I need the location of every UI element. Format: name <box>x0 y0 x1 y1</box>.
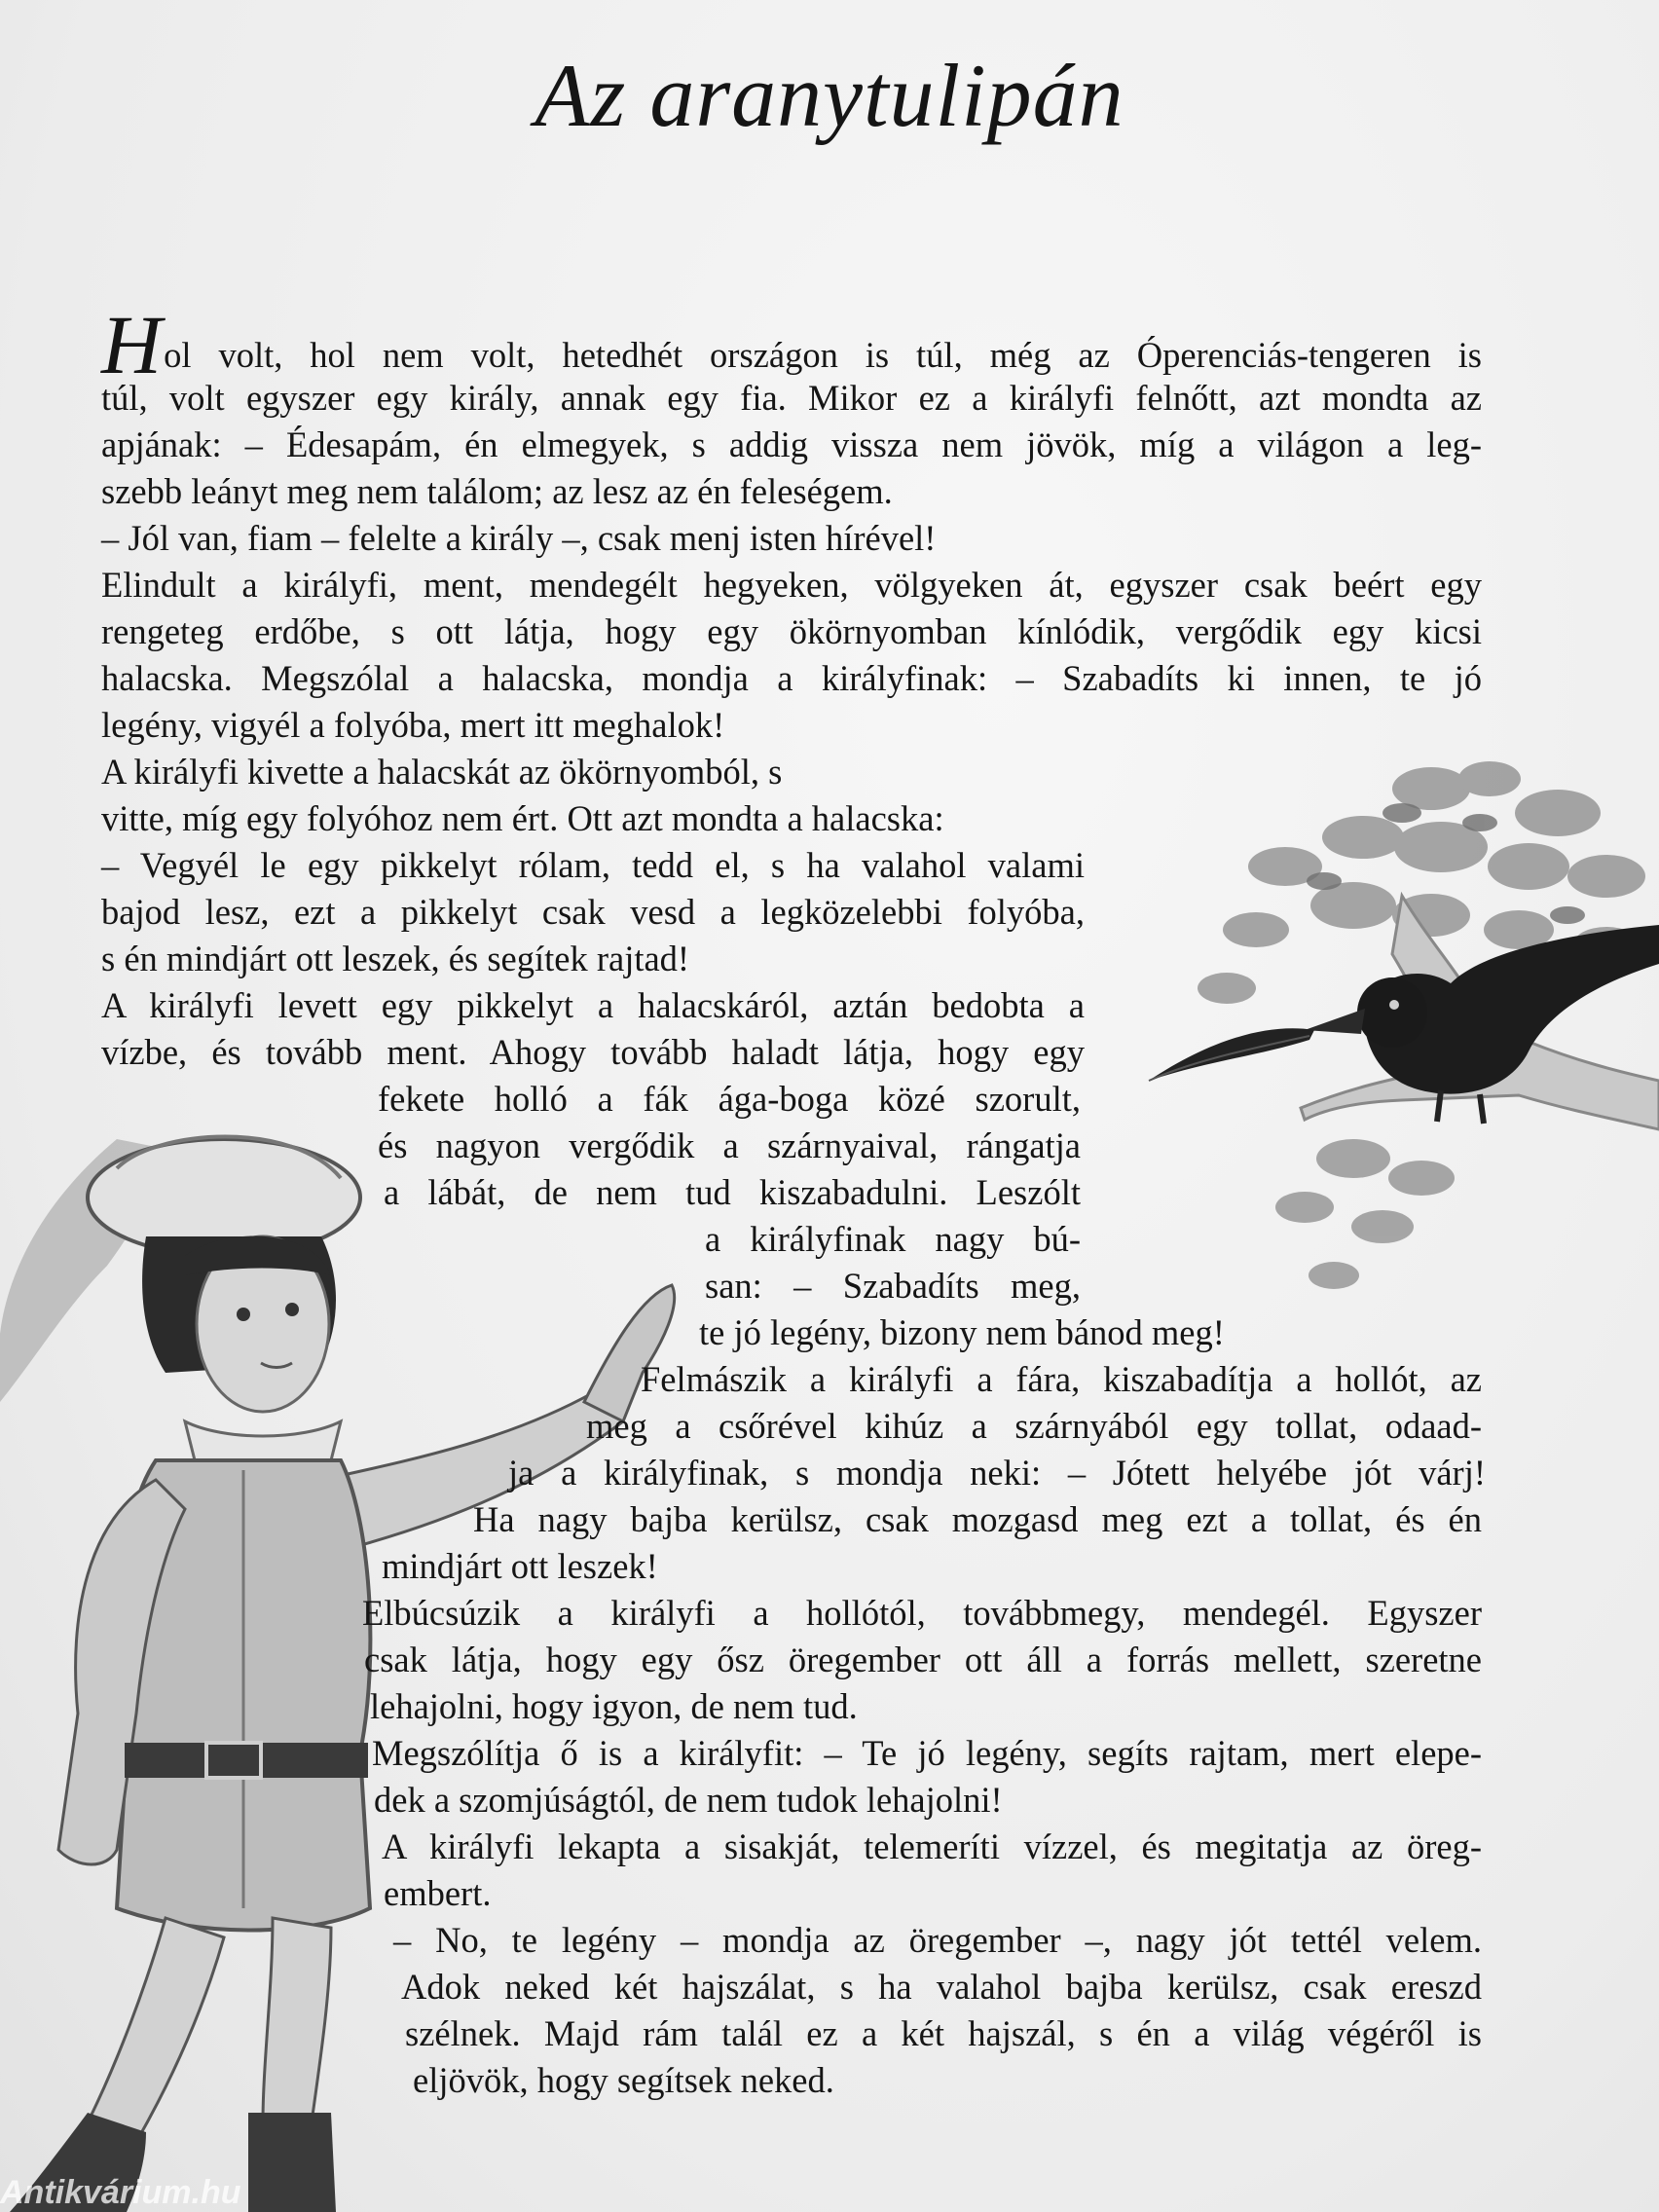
text-line: embert. <box>384 1873 492 1913</box>
text-line: Megszólítja ő is a királyfit: – Te jó legény, segíts rajtam, mert elepe- <box>372 1733 1482 1773</box>
text-line: Felmászik a királyfi a fára, kiszabadítja a hollót, az <box>641 1359 1482 1399</box>
text-line: Elindult a királyfi, ment, mendegélt hegyeken, völgyeken át, egyszer csak beért egy <box>101 565 1482 605</box>
raven-illustration <box>1110 720 1659 1344</box>
text-line: halacska. Megszólal a halacska, mondja a királyfinak: – Szabadíts ki innen, te jó <box>101 658 1482 698</box>
text-line: san: – Szabadíts meg, <box>705 1266 1081 1306</box>
text-line: eljövök, hogy segítsek neked. <box>413 2060 834 2100</box>
text-line: te jó legény, bizony nem bánod meg! <box>699 1312 1225 1352</box>
text-line: lehajolni, hogy igyon, de nem tud. <box>370 1686 858 1726</box>
text-line: Hol volt, hol nem volt, hetedhét országon is túl, még az Óperenciás-tengeren is <box>101 298 1482 391</box>
text-line: A királyfi lekapta a sisakját, telemeríti vízzel, és megitatja az öreg- <box>382 1826 1482 1866</box>
text-line: dek a szomjúságtól, de nem tudok lehajolni! <box>374 1780 1003 1820</box>
text-line: vitte, míg egy folyóhoz nem ért. Ott azt mondta a halacska: <box>101 798 944 838</box>
text-line: ja a királyfinak, s mondja neki: – Jótett helyébe jót várj! <box>508 1453 1486 1493</box>
text-line: a királyfinak nagy bú- <box>705 1219 1081 1259</box>
text-line: szélnek. Majd rám talál ez a két hajszál, s én a világ végéről is <box>405 2013 1482 2053</box>
text-line: csak látja, hogy egy ősz öregember ott áll a forrás mellett, szeretne <box>364 1640 1482 1679</box>
drop-cap: H <box>101 298 163 391</box>
text-line: mindjárt ott leszek! <box>382 1546 658 1586</box>
text-line: fekete holló a fák ága-boga közé szorult, <box>378 1079 1081 1119</box>
text-line: rengeteg erdőbe, s ott látja, hogy egy ökörnyomban kínlódik, vergődik egy kicsi <box>101 611 1482 651</box>
text-line: vízbe, és tovább ment. Ahogy tovább haladt látja, hogy egy <box>101 1032 1085 1072</box>
text-line: A királyfi kivette a halacskát az ökörnyomból, s <box>101 752 783 792</box>
text-line: – Vegyél le egy pikkelyt rólam, tedd el, s ha valahol valami <box>101 845 1085 885</box>
text-line: – Jól van, fiam – felelte a király –, csak menj isten hírével! <box>101 518 937 558</box>
text-line: és nagyon vergődik a szárnyaival, rángatja <box>378 1125 1081 1165</box>
text-line: Adok neked két hajszálat, s ha valahol bajba kerülsz, csak ereszd <box>401 1967 1482 2007</box>
text-line: a lábát, de nem tud kiszabadulni. Leszólt <box>384 1172 1081 1212</box>
text-line: szebb leányt meg nem találom; az lesz az én feleségem. <box>101 471 893 511</box>
text-line: túl, volt egyszer egy király, annak egy fia. Mikor ez a királyfi felnőtt, azt mondta az <box>101 378 1482 418</box>
text-line: legény, vigyél a folyóba, mert itt meghalok! <box>101 705 725 745</box>
text-line: meg a csőrével kihúz a szárnyából egy tollat, odaad- <box>586 1406 1482 1446</box>
text-line: Ha nagy bajba kerülsz, csak mozgasd meg ezt a tollat, és én <box>473 1499 1482 1539</box>
text-line: A királyfi levett egy pikkelyt a halacskáról, aztán bedobta a <box>101 985 1085 1025</box>
page-title: Az aranytulipán <box>535 46 1124 145</box>
watermark: Antikvárium.hu <box>0 2174 241 2211</box>
text-line: Elbúcsúzik a királyfi a hollótól, továbbmegy, mendegél. Egyszer <box>362 1593 1482 1633</box>
text-line: – No, te legény – mondja az öregember –, nagy jót tettél velem. <box>393 1920 1482 1960</box>
text-line: s én mindjárt ott leszek, és segítek rajtad! <box>101 939 690 978</box>
text-line: apjának: – Édesapám, én elmegyek, s addig vissza nem jövök, míg a világon a leg- <box>101 424 1482 464</box>
text-line: bajod lesz, ezt a pikkelyt csak vesd a legközelebbi folyóba, <box>101 892 1085 932</box>
